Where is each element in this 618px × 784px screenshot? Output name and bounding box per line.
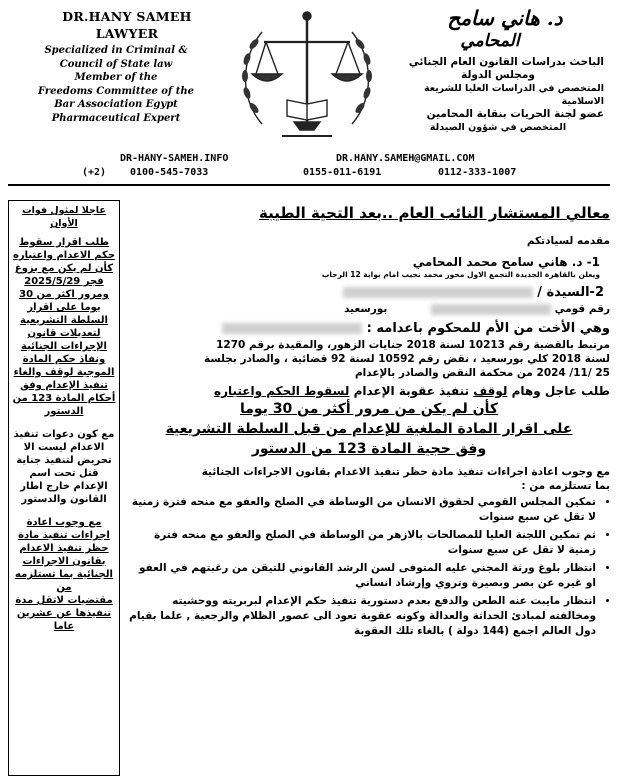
list-item: • انتظار مايبت عنه الطعن والدفع بعدم دستورية تنفيذ حكم الإعدام لبربريته ووحشيته ومخالفته لمبادئ الحداثة والعدالة وكونه عقوبة تعود الى عصور الظلام والرجعية , علما بقيام دول العالم اجمع (144 دولة ) بالغاء تلك العقوبة <box>128 594 596 639</box>
requirements-line-2: بما تستلزمه من : <box>521 480 610 492</box>
credential-line: Bar Association Egypt <box>54 99 178 110</box>
email-link[interactable]: DR.HANY.SAMEH@GMAIL.COM <box>336 153 475 164</box>
requirements-line: مع وجوب اعادة اجراءات تنفيذ مادة حظر تنفيذ الاعدام بقانون الاجراءات الجنائية <box>201 466 610 478</box>
sidebar-heading: عاجلا لمثول فوات الأوان <box>22 205 106 229</box>
phone-1: 0100-545-7033 <box>130 167 209 178</box>
credential-line: Member of the <box>74 72 158 83</box>
credential-line: Freedoms Committee of the <box>37 85 194 97</box>
request-part-a: طلب عاجل وهام <box>507 384 610 398</box>
credentials-en <box>10 44 222 125</box>
phone-2: 0155-011-6191 <box>303 167 382 178</box>
name-en: DR.HANY SAMEH <box>62 9 192 24</box>
request-part-c: تنفيذ عقوبة الإعدام <box>349 384 474 398</box>
national-id-label: رقم قومي <box>554 303 610 315</box>
relation-line <box>128 320 610 338</box>
requirements-list <box>128 495 610 639</box>
credentials-ar <box>392 56 604 134</box>
scales-of-justice-logo <box>232 4 382 144</box>
petition-heading: معالي المستشار النائب العام ..بعد التحية الطيبة <box>259 204 610 222</box>
relation-text: وهي الأخت من الأم للمحكوم باعدامه : <box>366 321 610 336</box>
emphasis-line-1: كأن لم يكن من مرور أكثر من 30 يوما <box>239 401 499 417</box>
lawyer-name-en <box>52 8 202 42</box>
header-divider <box>8 184 610 186</box>
redacted-name <box>343 287 533 298</box>
list-item: • ثم تمكين اللجنة العليا للمصالحات بالازهر من الوساطة في الصلح والعفو مع منحه فترة زمنية لا تقل عن سبع سنوات <box>128 528 596 558</box>
case-line-2: لسنة 2018 كلي بورسعيد ، نقض رقم 10592 لسنة 92 قضائية ، والصادر بجلسة <box>203 353 610 365</box>
contact-info <box>0 153 618 183</box>
credential-line-ar: عضو لجنة الحريات بنقابة المحامين <box>426 108 604 120</box>
emphasis-line-2: على اقرار المادة الملغية للإعدام من قبل السلطة التشريعية <box>165 421 573 437</box>
phone-3: 0112-333-1007 <box>438 167 517 178</box>
credential-line: Specialized in Criminal & <box>44 45 188 56</box>
emphasis-line-3: وفق حجية المادة 123 من الدستور <box>251 441 487 457</box>
credential-line-ar: المتخصص في شؤون الصيدلة <box>429 122 567 133</box>
sidebar-paragraph-1: طلب اقرار سقوط حكم الاعدام واعتباره كأن لم يكن مع بزوغ فجر 2025/5/29 ومرور اكثر من 30 يوما على اقرار السلطة التشريعية لتعديلات قانون الإجراءات الجنائية ونفاذ حكم المادة الموجبة لوقف والغاء تنفيذ الإعدام وفق أحكام المادة 123 من الدستور <box>12 237 116 417</box>
credential-line: Pharmaceutical Expert <box>51 112 181 124</box>
phone-prefix: (+2) <box>82 167 107 178</box>
credential-line-ar: المتخصص في الدراسات العليا للشريعة الاسلامية <box>423 83 604 107</box>
sidebar-paragraph-3b: مقتضيات لاتقل مدة تنفيذها عن عشرين عاما <box>15 595 113 632</box>
redacted-convict-name <box>222 323 362 334</box>
urgent-sidebar <box>8 200 120 776</box>
website-link[interactable]: DR-HANY-SAMEH.INFO <box>120 153 229 164</box>
request-line <box>128 383 610 399</box>
redacted-id <box>431 304 551 315</box>
sidebar-paragraph-2: مع كون دعوات تنفيذ الاعدام ليست الا تحريض لتنفيذ جناية قتل تحت اسم الإعدام خارج اطار القانون والدستور <box>13 429 115 505</box>
list-item: • انتظار بلوغ ورثة المجني عليه المتوفى لسن الرشد القانوني للتيقن من رغبتهم في العفو او غيره عن بصر وبصيرة وتروي وإرشاد انساني <box>128 561 596 591</box>
list-item: • تمكين المجلس القومي لحقوق الانسان من الوساطة في الصلح والعفو مع منحه فترة زمنية لا تقل عن سبع سنوات <box>128 495 596 525</box>
petitioner-1-address: ويعلن بالقاهرة الجديدة التجمع الاول محور محمد نجيب امام بوابة 12 الرحاب <box>321 270 600 279</box>
city-text: بورسعيد <box>344 303 388 315</box>
lawyer-title-ar: المحامي <box>460 31 520 51</box>
intro-text: مقدمه لسيادتكم <box>526 235 610 247</box>
credential-line: Council of State law <box>59 58 173 70</box>
title-en: LAWYER <box>95 26 159 41</box>
petitioner-2 <box>128 284 610 302</box>
petition-body <box>128 196 610 642</box>
petitioner-2-label: 2-السيدة / <box>537 285 604 300</box>
lawyer-name-ar: د. هاني سامح <box>447 6 563 30</box>
sidebar-paragraph-3: مع وجوب اعادة اجراءات تنفيذ مادة حظر تنفيذ الاعدام بقانون الاجراءات الجنائية بما تستلزمه من <box>15 517 113 593</box>
credential-line-ar: الباحث بدراسات القانون العام الجنائي <box>408 56 604 68</box>
credential-line-ar: ومجلس الدولة <box>461 69 535 81</box>
petitioner-1: 1- د. هاني سامح محمد المحامي <box>412 255 600 269</box>
request-part-b: لوقف <box>473 384 508 398</box>
case-line-3: 25 /11/ 2024 من محكمة النقض والصادر بالإعدام <box>354 367 610 379</box>
case-line-1: مرتبط بالقضية رقم 10213 لسنة 2018 جنايات الزهور، والمقيدة برقم 1270 <box>216 339 610 351</box>
request-part-d: لسقوط الحكم واعتباره <box>213 384 350 398</box>
national-id-line <box>128 302 610 316</box>
